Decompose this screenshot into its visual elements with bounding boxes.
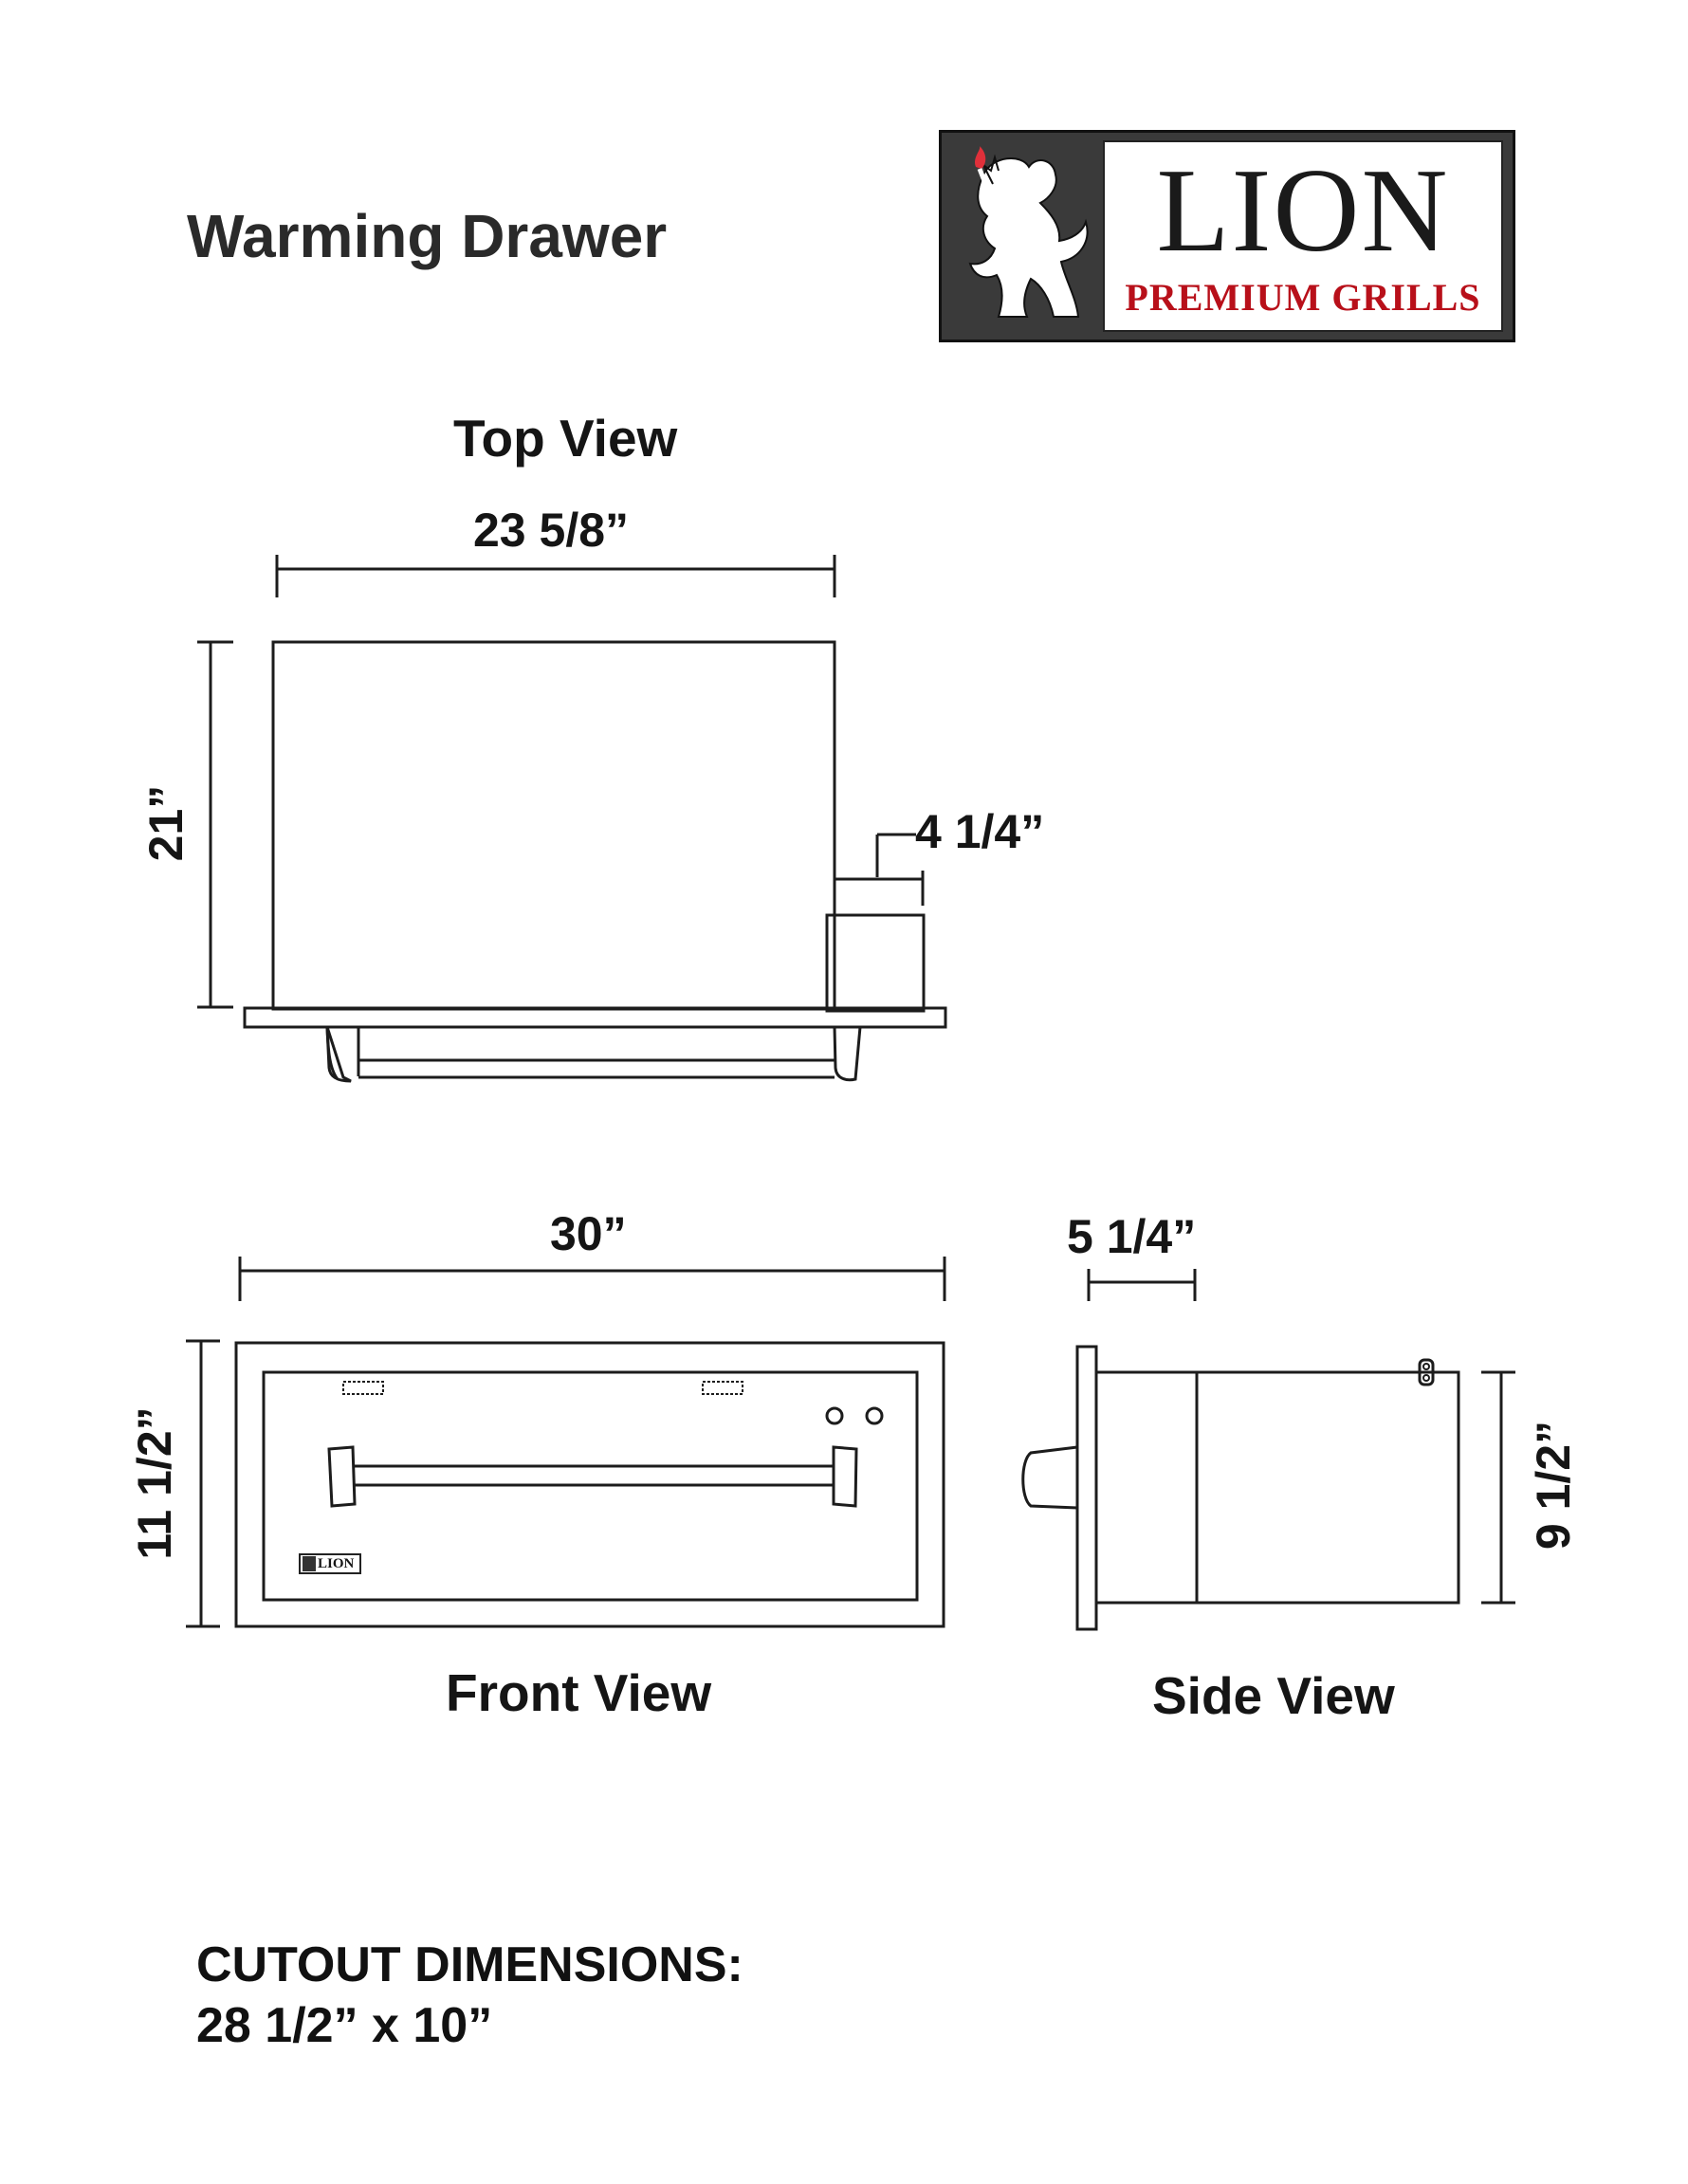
front-view-brand-badge: [299, 1553, 361, 1574]
logo-subtitle: PREMIUM GRILLS: [1125, 276, 1481, 319]
top-view-label: Top View: [453, 409, 678, 468]
side-height-value: 9 1/2”: [1527, 1420, 1580, 1551]
top-view-handle-right: [835, 1027, 860, 1080]
front-badge-text: LION: [318, 1556, 355, 1571]
top-view-drawing: [197, 555, 945, 1081]
side-view-drawing: [1023, 1269, 1515, 1629]
front-width-value: 30”: [550, 1207, 627, 1260]
top-view-body: [273, 642, 835, 1009]
side-view-label: Side View: [1152, 1666, 1395, 1725]
top-depth-value: 21”: [139, 784, 193, 862]
vent-right: [703, 1382, 743, 1394]
cutout-block: [196, 1935, 743, 2056]
side-view-body: [1096, 1372, 1459, 1603]
cutout-value: 28 1/2” x 10”: [196, 1998, 493, 2053]
side-view-handle: [1023, 1447, 1077, 1508]
logo-wordmark: LION: [1156, 145, 1450, 277]
front-handle-right-mount: [834, 1447, 856, 1506]
vent-left: [343, 1382, 383, 1394]
front-badge-lion-icon: [303, 1556, 316, 1571]
top-width-value: 23 5/8”: [473, 504, 630, 557]
front-handle-left-mount: [329, 1447, 355, 1506]
front-height-value: 11 1/2”: [128, 1406, 181, 1560]
page-title: Warming Drawer: [187, 202, 668, 270]
cutout-heading: CUTOUT DIMENSIONS:: [196, 1937, 743, 1992]
top-view-side-box: [827, 915, 924, 1011]
side-depth-value: 5 1/4”: [1067, 1210, 1197, 1263]
control-knob-1: [827, 1408, 842, 1423]
top-side-value: 4 1/4”: [915, 805, 1045, 858]
front-view-label: Front View: [446, 1663, 712, 1722]
control-knob-2: [867, 1408, 882, 1423]
top-view-handle-left: [327, 1027, 351, 1081]
side-view-front-plate: [1077, 1347, 1096, 1629]
